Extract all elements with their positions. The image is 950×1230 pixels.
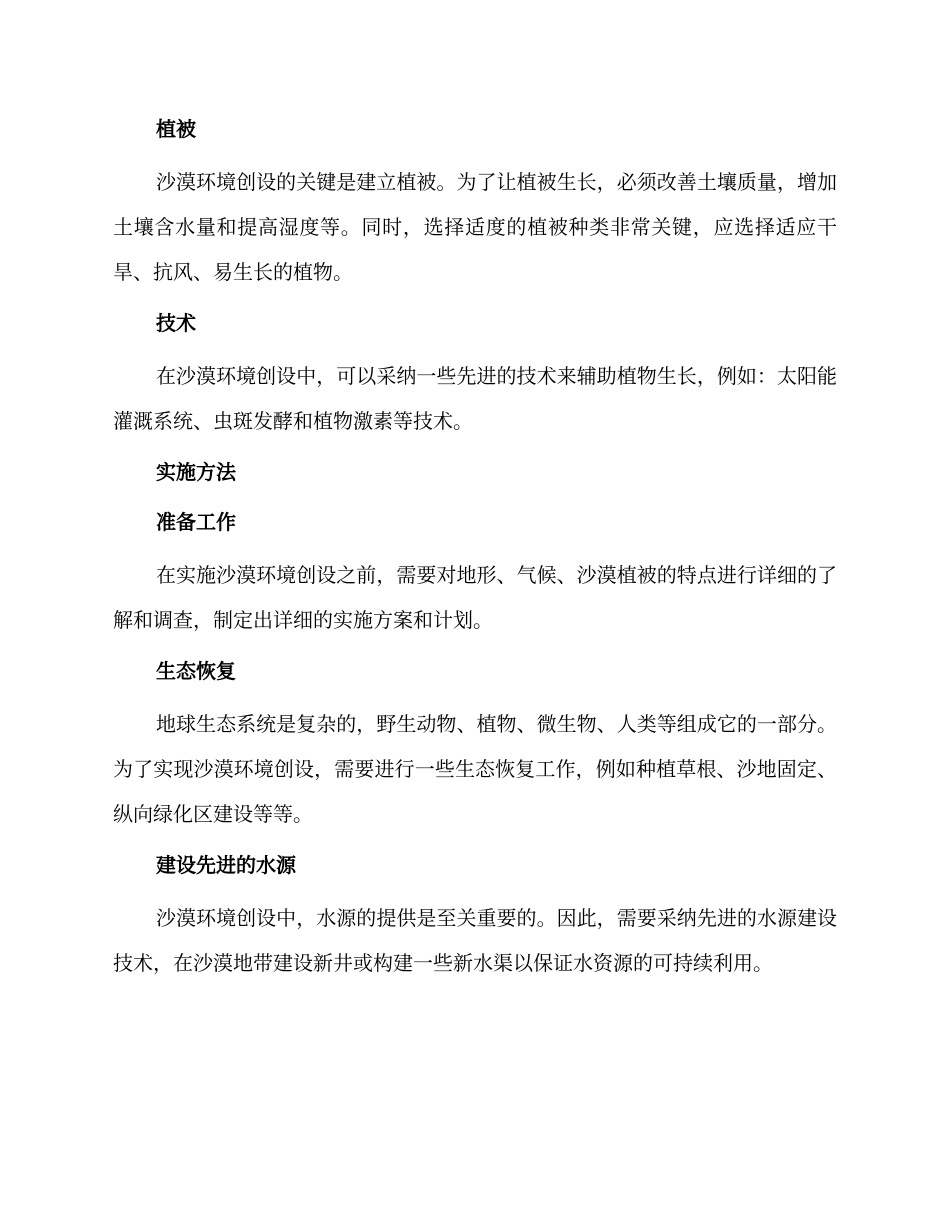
section-heading-preparation: 准备工作 (156, 510, 236, 534)
section-paragraph-vegetation: 沙漠环境创设的关键是建立植被。为了让植被生长，必须改善土壤质量，增加土壤含水量和提高湿度等。同时，选择适度的植被种类非常关键，应选择适应干旱、抗风、易生长的植物。 (113, 170, 837, 284)
section-heading-water-source: 建设先进的水源 (156, 853, 296, 877)
section-paragraph-technology: 在沙漠环境创设中，可以采纳一些先进的技术来辅助植物生长，例如：太阳能灌溉系统、虫斑发酵和植物激素等技术。 (113, 364, 837, 433)
document-body (113, 110, 837, 986)
section-paragraph-water-source: 沙漠环境创设中，水源的提供是至关重要的。因此，需要采纳先进的水源建设技术，在沙漠地带建设新井或构建一些新水渠以保证水资源的可持续利用。 (113, 906, 837, 975)
section-heading-ecological-restoration: 生态恢复 (156, 659, 236, 683)
section-heading-implementation: 实施方法 (156, 460, 236, 484)
section-heading-vegetation: 植被 (156, 117, 196, 141)
section-paragraph-ecological-restoration: 地球生态系统是复杂的，野生动物、植物、微生物、人类等组成它的一部分。为了实现沙漠环境创设，需要进行一些生态恢复工作，例如种植草根、沙地固定、纵向绿化区建设等等。 (113, 712, 837, 826)
section-paragraph-preparation: 在实施沙漠环境创设之前，需要对地形、气候、沙漠植被的特点进行详细的了解和调查，制定出详细的实施方案和计划。 (113, 563, 837, 632)
section-heading-technology: 技术 (156, 311, 196, 335)
